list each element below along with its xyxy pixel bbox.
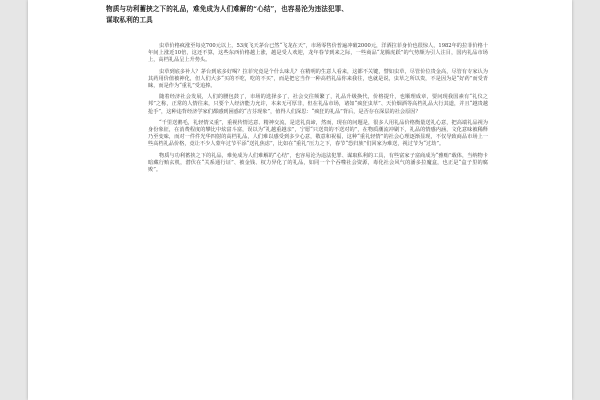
paragraph: 虫草到底多补人？茅台到底多好喝？拉菲究竟是个什么味儿？在精明的生意人看来，这都不关键，譬如虫草，尽管价位贵金高，尽管有专家认为其药用价值被神化，但人们大多“买的不吃，吃的不买”，而是把它当作一种高档礼品你来我往，也就是说，虫草之所以贵，不是因为是“好药”而受青睐，而是作为“重礼”受追捧。: [148, 68, 488, 89]
summary-heading: [106, 4, 506, 26]
paragraph: 物质与功利蓄挟之下的礼品，难免成为人们难解的“心结”，也容易沦为违法犯罪、谋取私利的工具，有些富家子富商成为“雅贿”载体，当纳物卡暗藏行贿玄机，潜伏在“关系通行证”、被金钱、权力异化了的礼品，如同一个个吞噬社会资源，毒化社会风气的潘多拉魔盒，也正是“盒子里的腐败”。: [148, 152, 488, 173]
paragraph: 虫草价格疯涨至每克700元以上，53度飞天茅台已然“飞龙在天”，市场零售价普遍冲破2000元，洋酒拉菲身价也很惊人，1982年的拉菲价格十年间上涨近10倍，这还不算，这些东西价格越上涨，越是受人欢迎，龙年春节到来之际，一些商品“龙腾虎跃”的气势颇为引人注目，国内礼品市场上，高档礼品呈上升势头。: [148, 43, 488, 64]
summary-line-2: 谋取私利的工具: [106, 16, 153, 24]
paragraph: 随着经济社会发展，人们的腰包鼓了，市场的选择多了，社会交往频繁了，礼品升级换代，价格提升，也顺理成章，要问现我国素有“礼仪之邦”之称，正常的人情往来，只要个人经济能力允许，本来无可厚非，但在礼品市场，诸如“疯狂虫草”、天价烟酒等高档礼品大行其道，并且“越贵越抢手”，这种违背经济学家们都感到困惑的“吉芬现象”，值得人们深思：“疯狂的礼品”背后，是否存在深层的社会原因？: [148, 94, 488, 115]
paragraph: “千里送鹅毛，礼轻情义重”，重视传情达意、精神交流，是送礼真谛，然而，现在的问题是，很多人用礼品价格衡量送礼心意，把高端礼品视为身份象征，在消费程度的攀比中炫富斗富，误以为“礼越重越亲”，宁愿“只送贵的不送对的”，在物质潮流冲刷下，礼品的情感内涵，文化意味被稀释乃至变味，而对一件件光华四射的高档礼品，人们难以感受到多少心意，敬意和祝福，这种“重礼轻情”的社会心理逐渐显现，不仅导致商品市场上一些高档礼品价格，竟让不少人蒙年过节平添“送礼焦虑”，比如在“重礼”压力之下，春节“恐归族”们回家为难送，视过节为“过劫”。: [148, 120, 488, 148]
summary-line-1: 物质与功利蓄挟之下的礼品，难免成为人们难解的“心结”，也容易沦为违法犯罪、: [106, 5, 349, 13]
document-page: [28, 0, 572, 400]
article-body: [148, 43, 488, 174]
